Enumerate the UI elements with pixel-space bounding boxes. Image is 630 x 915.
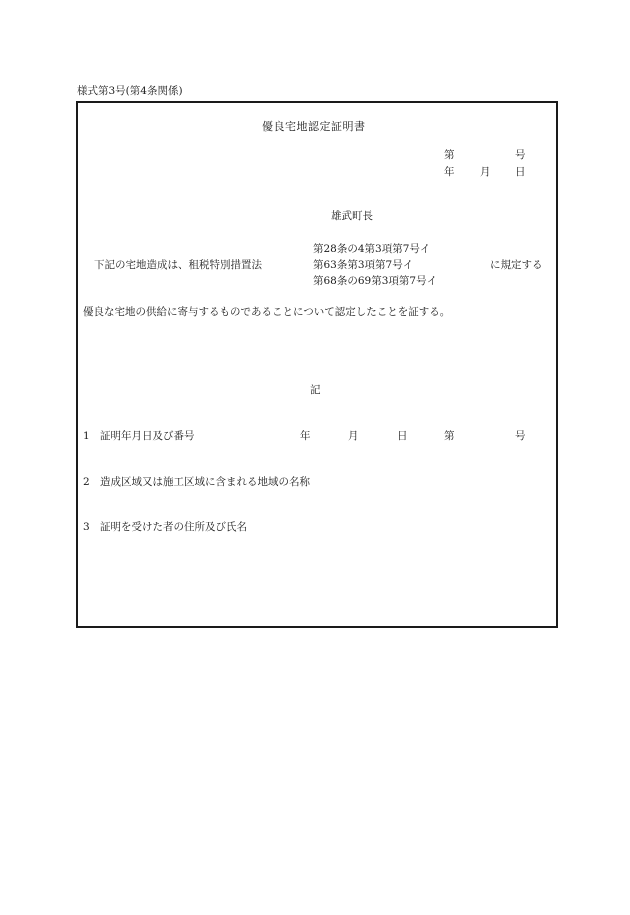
item-2-number: 2 xyxy=(83,476,90,488)
intro-left: 下記の宅地造成は、租税特別措置法 xyxy=(94,259,262,271)
date-day: 日 xyxy=(515,166,526,178)
form-label: 様式第3号(第4条関係) xyxy=(77,85,183,97)
item-1-label: 証明年月日及び番号 xyxy=(100,430,195,442)
date-year: 年 xyxy=(444,166,455,178)
item-3-label: 証明を受けた者の住所及び氏名 xyxy=(100,521,247,533)
law-option-1: 第28条の4第3項第7号イ xyxy=(313,243,431,255)
item-1-year: 年 xyxy=(300,430,311,442)
ki-heading: 記 xyxy=(310,384,321,396)
law-option-3: 第68条の69第3項第7号イ xyxy=(313,275,438,287)
certificate-frame xyxy=(76,101,558,628)
date-month: 月 xyxy=(480,166,491,178)
item-1-go: 号 xyxy=(515,430,526,442)
item-1-day: 日 xyxy=(397,430,408,442)
item-1-number: 1 xyxy=(83,430,90,442)
addressee: 雄武町長 xyxy=(331,210,373,222)
number-dai: 第 xyxy=(444,149,455,161)
item-1-dai: 第 xyxy=(444,430,455,442)
law-option-2: 第63条第3項第7号イ xyxy=(313,259,414,271)
number-go: 号 xyxy=(515,149,526,161)
document-title: 優良宅地認定証明書 xyxy=(262,120,366,133)
statement: 優良な宅地の供給に寄与するものであることについて認定したことを証する。 xyxy=(83,306,451,318)
item-1-month: 月 xyxy=(348,430,359,442)
intro-right: に規定する xyxy=(490,259,543,271)
item-2-label: 造成区域又は施工区域に含まれる地域の名称 xyxy=(100,476,310,488)
item-3-number: 3 xyxy=(83,521,90,533)
